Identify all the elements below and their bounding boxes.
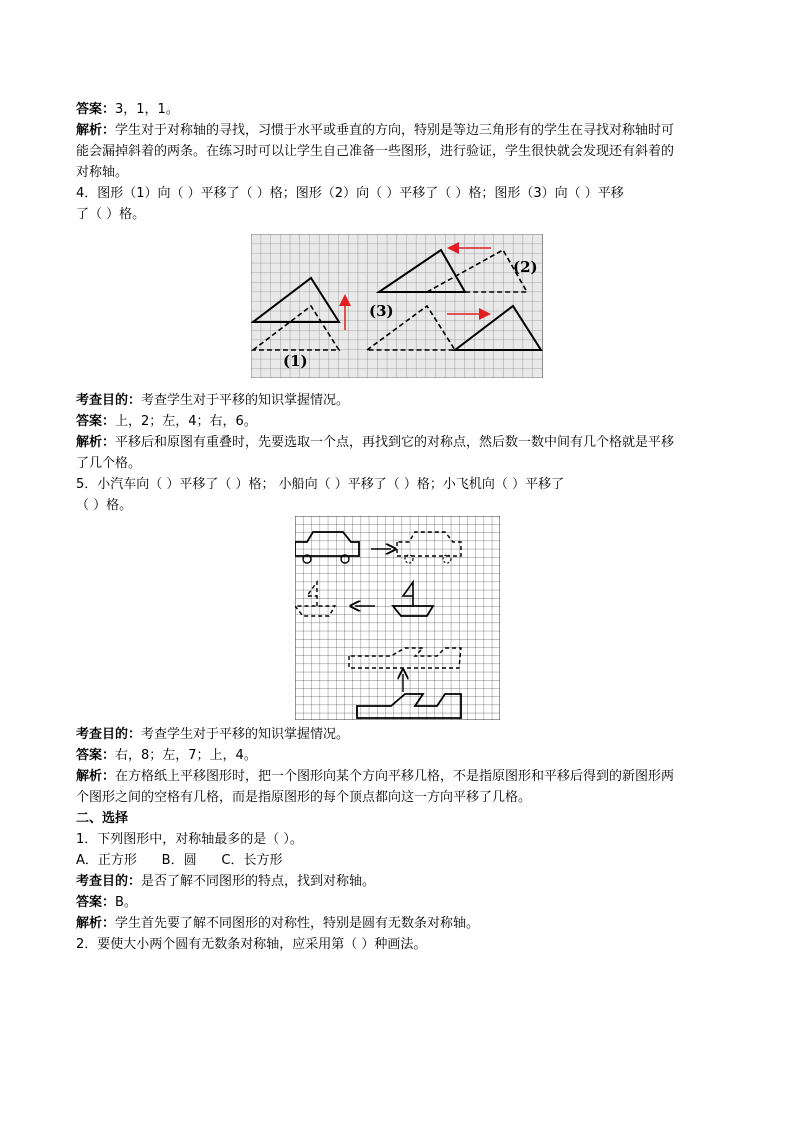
question-5-line-1: 5．小汽车向（ ）平移了（ ）格； 小船向（ ）平移了（ ）格；小飞机向（ ）平移了 xyxy=(76,477,565,492)
triangles-grid-svg xyxy=(251,234,543,378)
aim-text: 是否了解不同图形的特点，找到对称轴。 xyxy=(141,874,376,889)
choice-question-1: 1．下列图形中，对称轴最多的是（ ）。 xyxy=(76,832,303,847)
analysis-label: 解析： xyxy=(76,916,116,931)
translation-triangles-figure xyxy=(251,234,543,382)
aim-text: 考查学生对于平移的知识掌握情况。 xyxy=(141,393,350,408)
analysis-label: 解析： xyxy=(76,435,116,450)
answer-line-1 xyxy=(76,99,179,120)
aim-line-4 xyxy=(76,390,349,411)
analysis-text: 学生首先要了解不同图形的对称性，特别是圆有无数条对称轴。 xyxy=(115,916,480,931)
analysis-line-c1 xyxy=(76,913,479,934)
answer-label: 答案： xyxy=(76,102,116,117)
answer-line-4 xyxy=(76,411,257,432)
analysis-line-4a xyxy=(76,432,674,453)
aim-label: 考查目的： xyxy=(76,393,142,408)
label-1: (1) xyxy=(283,352,308,370)
answer-text: 3，1，1。 xyxy=(115,102,179,117)
answer-text: 上，2；左，4；右，6。 xyxy=(115,414,257,429)
analysis-line-3: 对称轴。 xyxy=(76,165,129,180)
vehicles-grid-svg xyxy=(295,516,500,720)
analysis-line-5a xyxy=(76,766,674,787)
question-4-line-2: 了（ ）格。 xyxy=(76,207,146,222)
analysis-line-2: 能会漏掉斜着的两条。在练习时可以让学生自己准备一些图形，进行验证，学生很快就会发现还有斜着的 xyxy=(76,144,675,159)
label-3: (3) xyxy=(369,302,394,320)
analysis-text: 平移后和原图有重叠时，先要选取一个点，再找到它的对称点，然后数一数中间有几个格就是平移 xyxy=(115,435,675,450)
analysis-text: 学生对于对称轴的寻找，习惯于水平或垂直的方向，特别是等边三角形有的学生在寻找对称轴时可 xyxy=(115,123,675,138)
answer-label: 答案： xyxy=(76,748,116,763)
answer-label: 答案： xyxy=(76,895,116,910)
analysis-line-5b: 个图形之间的空格有几格，而是指原图形的每个顶点都向这一方向平移了几格。 xyxy=(76,790,532,805)
aim-line-c1 xyxy=(76,871,375,892)
analysis-label: 解析： xyxy=(76,769,116,784)
analysis-line-4b: 了几个格。 xyxy=(76,456,142,471)
answer-label: 答案： xyxy=(76,414,116,429)
answer-line-5 xyxy=(76,745,257,766)
section-heading: 二、选择 xyxy=(76,811,129,826)
aim-label: 考查目的： xyxy=(76,874,142,889)
choice-options: A．正方形 B．圆 C．长方形 xyxy=(76,853,283,868)
aim-line-5 xyxy=(76,724,349,745)
analysis-line-1 xyxy=(76,120,674,141)
aim-label: 考查目的： xyxy=(76,727,142,742)
aim-text: 考查学生对于平移的知识掌握情况。 xyxy=(141,727,350,742)
answer-text: B。 xyxy=(115,895,137,910)
translation-vehicles-figure xyxy=(295,516,500,724)
question-4-line-1: 4．图形（1）向（ ）平移了（ ）格；图形（2）向（ ）平移了（ ）格；图形（3）向（ ）平移 xyxy=(76,186,624,201)
answer-line-c1 xyxy=(76,892,137,913)
analysis-label: 解析： xyxy=(76,123,116,138)
analysis-text: 在方格纸上平移图形时，把一个图形向某个方向平移几格，不是指原图形和平移后得到的新图形两 xyxy=(115,769,675,784)
answer-text: 右，8；左，7；上，4。 xyxy=(115,748,257,763)
choice-question-2: 2．要使大小两个圆有无数条对称轴，应采用第（ ）种画法。 xyxy=(76,937,427,952)
question-5-line-2: （ ）格。 xyxy=(76,498,133,513)
label-2: (2) xyxy=(513,258,538,276)
